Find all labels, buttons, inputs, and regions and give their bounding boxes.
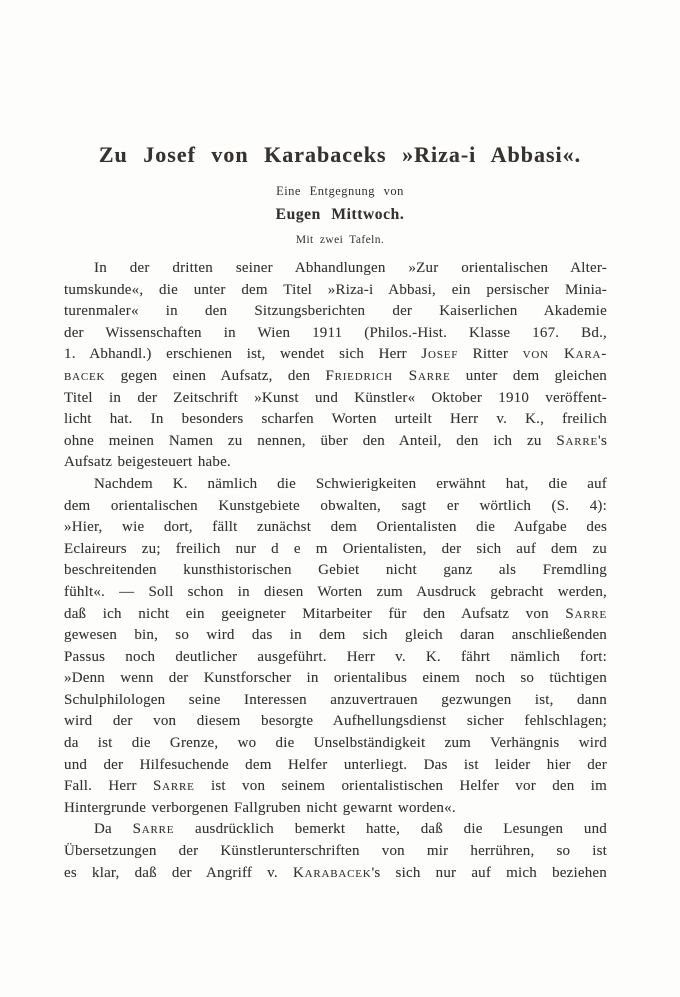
article-body: [64, 258, 607, 884]
text-run: Ritter: [458, 346, 523, 363]
text-run: es klar, daß der Angriff v.: [64, 864, 293, 881]
text-run: 's sich nur auf mich beziehen: [371, 864, 607, 881]
text-run: ausdrücklich bemerkt hatte, daß die Lesungen und: [174, 821, 607, 838]
text-line: [64, 863, 607, 885]
text-line: [64, 798, 607, 820]
person-name: bacek: [64, 367, 106, 384]
text-run: In der dritten seiner Abhandlungen »Zur orientalischen Alter-: [94, 260, 607, 276]
person-name: Sarre: [132, 821, 175, 838]
text-line: [64, 517, 607, 539]
text-run: Aufsatz beigesteuert habe.: [64, 454, 231, 471]
text-run: daß ich nicht ein geeigneter Mitarbeiter für den Aufsatz von: [64, 605, 566, 622]
text-line: [64, 582, 607, 604]
text-run: Titel in der Zeitschrift »Kunst und Künstler« Oktober 1910 veröffent-: [64, 389, 607, 406]
text-run: der Wissenschaften in Wien 1911 (Philos.-Hist. Klasse 167. Bd.,: [64, 324, 607, 341]
text-line: [64, 819, 607, 841]
person-name: von Kara-: [522, 346, 607, 363]
text-line: [64, 841, 607, 863]
text-run: ist von seinem orientalistischen Helfer vor den im: [194, 778, 607, 795]
person-name: Sarre: [556, 432, 599, 449]
text-line: [64, 539, 607, 561]
text-run: unter dem gleichen: [450, 367, 608, 384]
text-line: [64, 668, 607, 690]
text-line: [64, 388, 607, 410]
text-line: [64, 776, 607, 798]
text-run: ohne meinen Namen zu nennen, über den Anteil, den ich zu: [64, 432, 557, 449]
text-run: wird der von diesem besorgte Aufhellungsdienst sicher fehlschlagen;: [64, 713, 607, 730]
text-line: [64, 301, 607, 323]
person-name: Sarre: [152, 778, 195, 795]
text-run: tumskunde«, die unter dem Titel »Riza-i Abbasi, ein persischer Minia-: [64, 281, 607, 298]
text-line: [64, 496, 607, 518]
article-title: Zu Josef von Karabaceks »Riza-i Abbasi«.: [98, 142, 582, 167]
text-line: [64, 323, 607, 345]
text-run: 's: [598, 432, 607, 449]
text-line: [64, 755, 607, 777]
text-run: gewesen bin, so wird das in dem sich gleich daran anschließenden: [64, 627, 607, 644]
text-line: [64, 258, 607, 280]
text-line: [64, 452, 607, 474]
text-line: [64, 733, 607, 755]
paragraph: [64, 258, 607, 474]
text-line: [64, 344, 607, 366]
text-run: Da: [94, 821, 133, 838]
person-name: Sarre: [565, 605, 607, 622]
text-line: [64, 431, 607, 453]
person-name: Josef: [421, 346, 459, 363]
text-run: licht hat. In besonders scharfen Worten urteilt Herr v. K., freilich: [64, 411, 607, 428]
plates-note: Mit zwei Tafeln.: [295, 234, 385, 246]
text-run: da ist die Grenze, wo die Unselbständigkeit zum Verhängnis wird: [64, 735, 607, 752]
text-run: fühlt«. — Soll schon in diesen Worten zum Ausdruck gebracht werden,: [64, 583, 607, 600]
text-run: gegen einen Aufsatz, den: [105, 367, 326, 384]
paragraph: [64, 819, 607, 884]
text-line: [64, 474, 607, 496]
text-run: dem orientalischen Kunstgebiete obwalten, sagt er wörtlich (S. 4):: [64, 497, 607, 514]
paragraph: [64, 474, 607, 820]
text-run: »Denn wenn der Kunstforscher in orientalibus einem noch so tüchtigen: [64, 670, 607, 687]
text-run: Fall. Herr: [64, 778, 153, 795]
text-run: Übersetzungen der Künstlerunterschriften von mir herrühren, so ist: [64, 843, 607, 860]
author-name: Eugen Mittwoch.: [275, 206, 405, 223]
person-name: Karabacek: [292, 864, 372, 881]
text-line: [64, 560, 607, 582]
person-name: Friedrich Sarre: [325, 367, 451, 384]
text-line: [64, 690, 607, 712]
text-line: [64, 409, 607, 431]
byline-intro: Eine Entgegnung von: [276, 184, 404, 198]
text-run: turenmaler« in den Sitzungsberichten der Kaiserlichen Akademie: [64, 303, 607, 320]
article-header: [0, 141, 680, 247]
text-line: [64, 366, 607, 388]
text-run: 1. Abhandl.) erschienen ist, wendet sich Herr: [64, 346, 422, 363]
text-run: Eclaireurs zu; freilich nur d e m Orientalisten, der sich auf dem zu: [64, 540, 607, 557]
text-run: und der Hilfesuchende dem Helfer unterliegt. Das ist leider hier der: [64, 756, 607, 773]
text-run: Passus noch deutlicher ausgeführt. Herr v. K. fährt nämlich fort:: [64, 648, 607, 665]
text-line: [64, 625, 607, 647]
text-run: Schulphilologen seine Interessen anzuvertrauen gezwungen ist, dann: [64, 691, 607, 708]
text-run: beschreitenden kunsthistorischen Gebiet nicht ganz als Fremdling: [64, 562, 607, 579]
text-line: [64, 280, 607, 302]
text-line: [64, 711, 607, 733]
text-run: Hintergrunde verborgenen Fallgruben nicht gewarnt worden«.: [64, 799, 456, 816]
text-run: Nachdem K. nämlich die Schwierigkeiten erwähnt hat, die auf: [94, 475, 607, 492]
text-line: [64, 604, 607, 626]
text-line: [64, 647, 607, 669]
text-run: »Hier, wie dort, fällt zunächst dem Orientalisten die Aufgabe des: [64, 519, 607, 536]
